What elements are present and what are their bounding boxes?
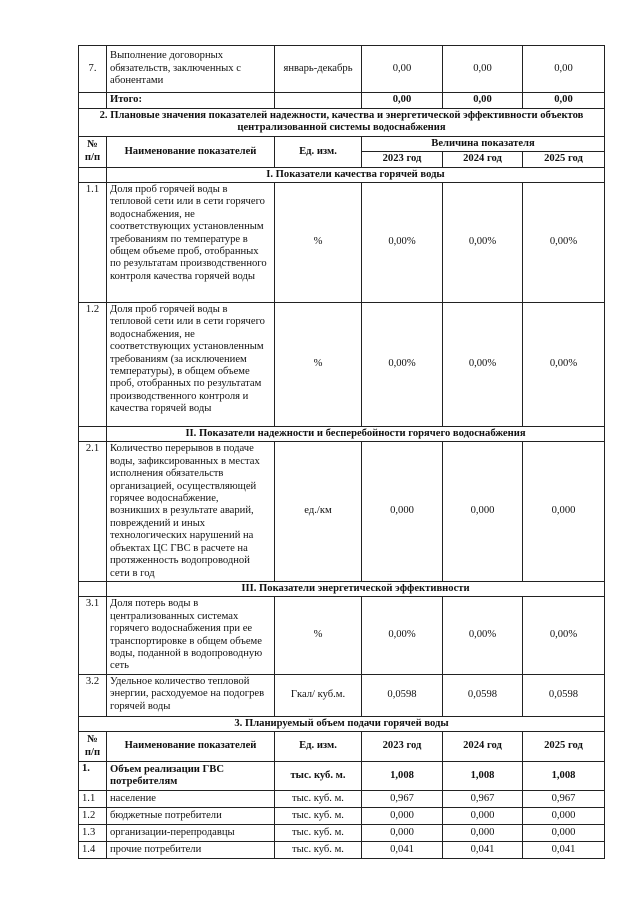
row-number: 2.1 [79,442,107,581]
row-number: 1.1 [79,183,107,303]
section-3-title: 3. Планируемый объем подачи горячей воды [79,716,605,731]
indicators-table [78,45,605,859]
row-value-2024: 1,008 [443,762,523,791]
row-unit: тыс. куб. м. [275,825,362,842]
table-row [79,442,605,581]
row-number: 1.2 [79,808,107,825]
row-name: Выполнение договорных обязательств, заключенных с абонентами [107,46,275,93]
row-number: 1.3 [79,825,107,842]
row-value-2024: 0,967 [443,791,523,808]
row-value-2025: 0,0598 [523,674,605,716]
row-number: 1. [79,762,107,791]
row-number: 1.1 [79,791,107,808]
table-row [79,303,605,427]
row-value-2023: 0,00% [362,303,443,427]
header-name: Наименование показателей [107,136,275,167]
row-unit: % [275,303,362,427]
row-name: Доля проб горячей воды в тепловой сети или в сети горячего водоснабжения, не соответствующих установленным требованиям по температуре в общем объеме проб, отобранных по результатам производственного контроля качества горячей воды [107,183,275,303]
row-value-2025: 0,00% [523,183,605,303]
row-name: население [107,791,275,808]
table-row [79,808,605,825]
total-row [79,93,605,109]
row-value-2024: 0,000 [443,825,523,842]
row-unit: ед./км [275,442,362,581]
table-row [79,183,605,303]
group-1-title: I. Показатели качества горячей воды [107,167,605,182]
row-name: организации-перепродавцы [107,825,275,842]
row-value-2024: 0,00 [443,46,523,93]
total-value-2025: 0,00 [523,93,605,109]
group-row [79,427,605,442]
header-unit: Ед. изм. [275,136,362,167]
row-number: 1.2 [79,303,107,427]
row-unit: тыс. куб. м. [275,842,362,859]
row-value-2023: 0,0598 [362,674,443,716]
group-3-title: III. Показатели энергетической эффективности [107,581,605,596]
row-value-2024: 0,00% [443,597,523,674]
group-2-title: II. Показатели надежности и бесперебойности горячего водоснабжения [107,427,605,442]
row-value-2025: 0,00% [523,303,605,427]
row-number: 7. [79,46,107,93]
section-row [79,109,605,137]
header-year-2023: 2023 год [362,732,443,762]
row-value-2025: 0,041 [523,842,605,859]
row-value-2024: 0,00% [443,183,523,303]
header-year-2025: 2025 год [523,732,605,762]
row-value-2024: 0,0598 [443,674,523,716]
row-value-2024: 0,000 [443,808,523,825]
table-row [79,674,605,716]
row-value-2023: 0,00% [362,597,443,674]
total-label: Итого: [107,93,275,109]
section-row [79,716,605,731]
row-value-2023: 0,00 [362,46,443,93]
row-value-2023: 0,041 [362,842,443,859]
group-row [79,167,605,182]
row-value-2023: 0,00% [362,183,443,303]
row-value-2023: 0,000 [362,825,443,842]
row-unit: тыс. куб. м. [275,762,362,791]
row-name: Доля потерь воды в централизованных системах горячего водоснабжения при ее транспортировке в общем объеме воды, поданной в водопроводную сеть [107,597,275,674]
total-value-2023: 0,00 [362,93,443,109]
row-value-2025: 0,00% [523,597,605,674]
row-value-2023: 0,967 [362,791,443,808]
table-row [79,791,605,808]
header-year-2024: 2024 год [443,152,523,167]
row-number: 3.2 [79,674,107,716]
table-row [79,597,605,674]
header-row [79,732,605,762]
header-year-2025: 2025 год [523,152,605,167]
table-row [79,46,605,93]
table-row [79,842,605,859]
row-unit: % [275,597,362,674]
row-value-2024: 0,000 [443,442,523,581]
row-name: Объем реализации ГВС потребителям [107,762,275,791]
header-number: № п/п [79,732,107,762]
header-year-2024: 2024 год [443,732,523,762]
row-value-2025: 0,00 [523,46,605,93]
header-name: Наименование показателей [107,732,275,762]
row-value-2024: 0,041 [443,842,523,859]
row-value-2025: 0,000 [523,825,605,842]
row-unit: тыс. куб. м. [275,791,362,808]
header-value: Величина показателя [362,136,605,151]
row-value-2025: 1,008 [523,762,605,791]
row-value-2025: 0,000 [523,808,605,825]
row-value-2024: 0,00% [443,303,523,427]
table-row [79,762,605,791]
row-name: бюджетные потребители [107,808,275,825]
row-name: Удельное количество тепловой энергии, расходуемое на подогрев горячей воды [107,674,275,716]
header-year-2023: 2023 год [362,152,443,167]
row-value-2023: 0,000 [362,808,443,825]
row-value-2023: 0,000 [362,442,443,581]
row-number: 1.4 [79,842,107,859]
row-value-2023: 1,008 [362,762,443,791]
row-unit: Гкал/ куб.м. [275,674,362,716]
row-period: январь-декабрь [275,46,362,93]
header-number: № п/п [79,136,107,167]
row-value-2025: 0,967 [523,791,605,808]
header-unit: Ед. изм. [275,732,362,762]
row-unit: % [275,183,362,303]
row-name: Доля проб горячей воды в тепловой сети или в сети горячего водоснабжения, не соответствующих установленным требованиям (за исключением температуры), в общем объеме проб, отобранных по результатам производственного контроля и качества горячей воды [107,303,275,427]
row-number: 3.1 [79,597,107,674]
table-row [79,825,605,842]
group-row [79,581,605,596]
row-name: Количество перерывов в подаче воды, зафиксированных в местах исполнения обязательств организацией, осуществляющей горячее водоснабжение, возникших в результате аварий, повреждений и иных технологических нарушений на объектах ЦС ГВС в расчете на протяженность водопроводной сети в год [107,442,275,581]
section-2-title: 2. Плановые значения показателей надежности, качества и энергетической эффективности объектов централизованной системы водоснабжения [79,109,605,137]
row-unit: тыс. куб. м. [275,808,362,825]
total-value-2024: 0,00 [443,93,523,109]
row-value-2025: 0,000 [523,442,605,581]
document-page [78,45,604,859]
row-name: прочие потребители [107,842,275,859]
header-row [79,136,605,151]
